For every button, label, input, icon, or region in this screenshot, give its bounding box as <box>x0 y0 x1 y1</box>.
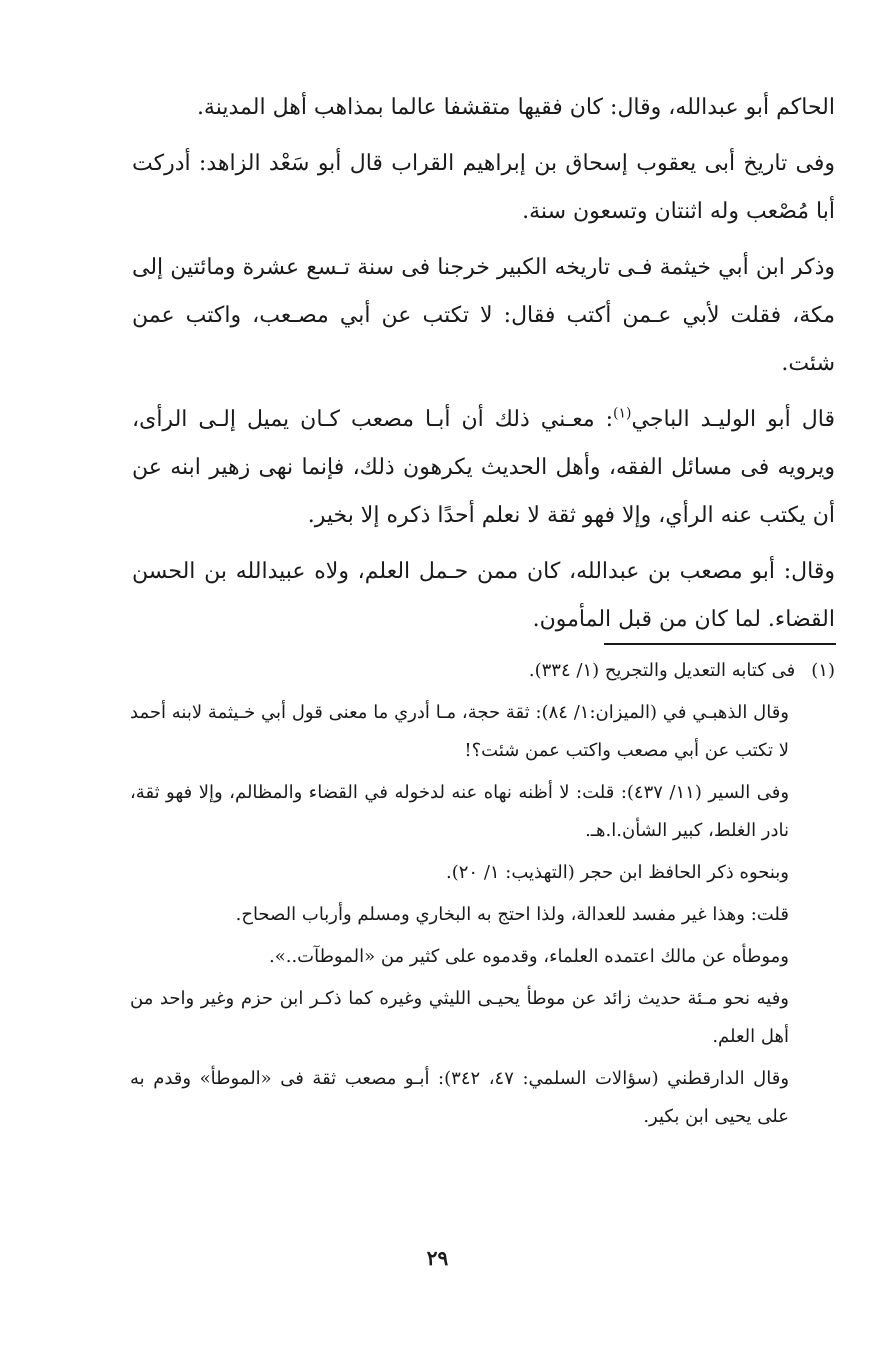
page-number: ٢٩ <box>426 1246 449 1270</box>
paragraph-baji-rest: : معـني ذلك أن أبـا مصعب كـان يميل إلـى الرأى، ويرويه فى مسائل الفقه، وأهل الحديث يكرهون ذلك، فإنما نهى زهير ابنه عن أن يكتب عنه الرأي، وإلا فهو ثقة لا نعلم أحدًا ذكره إلا بخير. <box>132 407 835 528</box>
footnote-line: وقال الذهبـي في (الميزان:١/ ٨٤): ثقة حجة، مـا أدري ما معنى قول أبي خـيثمة لابنه أحمد لا تكتب عن أبي مصعب واكتب عمن شئت؟! <box>130 702 790 761</box>
footnote-reference-mark[interactable]: (١) <box>613 405 632 422</box>
footnote-1 <box>130 652 835 690</box>
paragraph: وذكر ابن أبي خيثمة فـى تاريخه الكبير خرجنا فى سنة تـسع عشرة ومائتين إلى مكة، فقلت لأبي عـمن أكتب فقال: لا تكتب عن أبي مصـعب، واكتب عمن شئت. <box>132 255 835 376</box>
footnote-line: وقال الدارقطني (سؤالات السلمي: ٤٧، ٣٤٢): أبـو مصعب ثقة فى «الموطأ» وقدم به على يحيى ابن بكير. <box>130 1068 790 1127</box>
footnote-line: وبنحوه ذكر الحافظ ابن حجر (التهذيب: ١/ ٢٠). <box>446 862 789 883</box>
footnote-number: (١) <box>811 660 835 681</box>
footnote-text: فى كتابه التعديل والتجريح (١/ ٣٣٤). <box>528 660 796 681</box>
main-text <box>132 84 835 652</box>
footnote-line: وموطأه عن مالك اعتمده العلماء، وقدموه على كثير من «الموطآت..». <box>268 946 789 967</box>
footnote-line: قلت: وهذا غير مفسد للعدالة، ولذا احتج به البخاري ومسلم وأرباب الصحاح. <box>235 904 789 925</box>
paragraph-baji <box>132 396 835 540</box>
footnote-separator <box>604 643 836 645</box>
paragraph-baji-start: قال أبو الوليـد الباجي <box>631 407 835 432</box>
paragraph: وقال: أبو مصعب بن عبدالله، كان ممن حـمل العلم، ولاه عبيدالله بن الحسن القضاء. لما كان من قبل المأمون. <box>132 559 835 632</box>
footnote-line: وفيه نحو مـئة حديث زائد عن موطأ يحيـى الليثي وغيره كما ذكـر ابن حزم وغير واحد من أهل العلم. <box>130 988 789 1047</box>
footnote-line: وفى السير (١١/ ٤٣٧): قلت: لا أظنه نهاه عنه لدخوله في القضاء والمظالم، وإلا فهو ثقة، نادر الغلط، كبير الشأن.ا.هـ. <box>130 782 790 841</box>
footnotes <box>130 652 835 1140</box>
paragraph: وفى تاريخ أبى يعقوب إسحاق بن إبراهيم القراب قال أبو سَعْد الزاهد: أدركت أبا مُصْعب وله اثنتان وتسعون سنة. <box>132 151 835 224</box>
paragraph: الحاكم أبو عبدالله، وقال: كان فقيها متقشفا عالما بمذاهب أهل المدينة. <box>196 95 835 120</box>
